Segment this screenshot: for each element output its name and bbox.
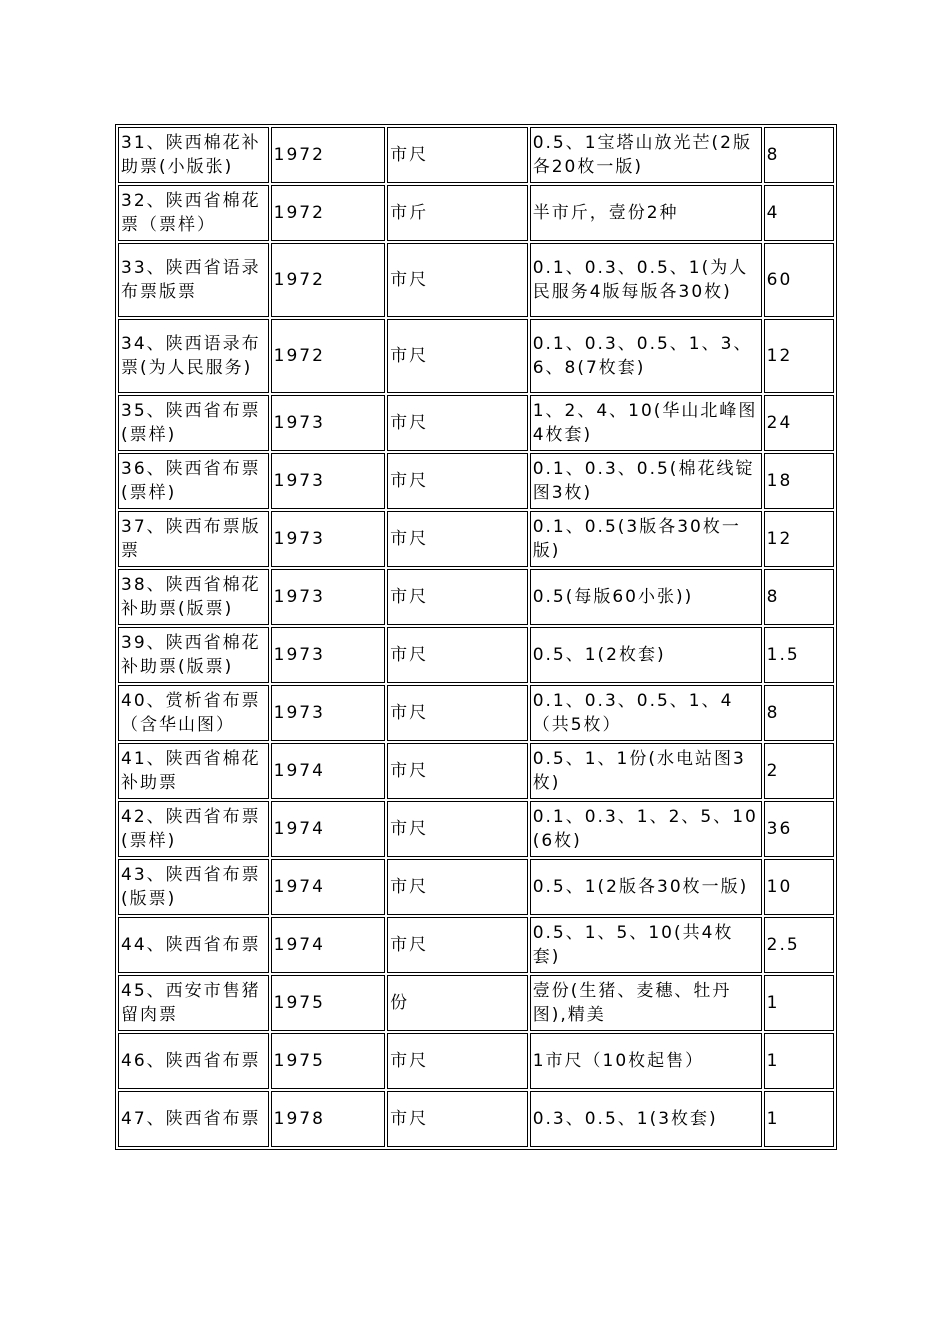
price-cell: 1 bbox=[764, 1033, 834, 1089]
unit-cell: 市尺 bbox=[387, 569, 528, 625]
description-cell: 0.3、0.5、1(3枚套) bbox=[530, 1091, 762, 1147]
description-cell: 0.5、1、1份(水电站图3枚) bbox=[530, 743, 762, 799]
price-cell: 1 bbox=[764, 975, 834, 1031]
unit-cell: 市尺 bbox=[387, 627, 528, 683]
unit-cell: 市尺 bbox=[387, 395, 528, 451]
ticket-name-cell: 42、陕西省布票(票样) bbox=[118, 801, 269, 857]
year-cell: 1973 bbox=[271, 685, 385, 741]
price-cell: 12 bbox=[764, 319, 834, 393]
price-cell: 12 bbox=[764, 511, 834, 567]
unit-cell: 市尺 bbox=[387, 801, 528, 857]
year-cell: 1978 bbox=[271, 1091, 385, 1147]
description-cell: 半市斤，壹份2种 bbox=[530, 185, 762, 241]
ticket-name-cell: 33、陕西省语录布票版票 bbox=[118, 243, 269, 317]
table-row bbox=[118, 319, 834, 393]
price-cell: 8 bbox=[764, 127, 834, 183]
description-cell: 0.1、0.3、0.5、1、3、6、8(7枚套) bbox=[530, 319, 762, 393]
price-cell: 8 bbox=[764, 685, 834, 741]
year-cell: 1974 bbox=[271, 859, 385, 915]
table-row bbox=[118, 185, 834, 241]
description-cell: 0.5、1宝塔山放光芒(2版各20枚一版) bbox=[530, 127, 762, 183]
ticket-name-cell: 43、陕西省布票(版票) bbox=[118, 859, 269, 915]
ticket-name-cell: 40、赏析省布票（含华山图） bbox=[118, 685, 269, 741]
year-cell: 1974 bbox=[271, 743, 385, 799]
unit-cell: 市尺 bbox=[387, 859, 528, 915]
table-row bbox=[118, 975, 834, 1031]
year-cell: 1972 bbox=[271, 243, 385, 317]
price-cell: 2 bbox=[764, 743, 834, 799]
description-cell: 0.5、1(2枚套) bbox=[530, 627, 762, 683]
year-cell: 1972 bbox=[271, 127, 385, 183]
ticket-name-cell: 37、陕西布票版票 bbox=[118, 511, 269, 567]
ticket-name-cell: 34、陕西语录布票(为人民服务) bbox=[118, 319, 269, 393]
ticket-name-cell: 38、陕西省棉花补助票(版票) bbox=[118, 569, 269, 625]
table-row bbox=[118, 1091, 834, 1147]
table-row bbox=[118, 511, 834, 567]
ticket-name-cell: 41、陕西省棉花补助票 bbox=[118, 743, 269, 799]
price-cell: 36 bbox=[764, 801, 834, 857]
price-cell: 4 bbox=[764, 185, 834, 241]
description-cell: 0.1、0.3、0.5(棉花线锭图3枚) bbox=[530, 453, 762, 509]
year-cell: 1975 bbox=[271, 975, 385, 1031]
description-cell: 0.1、0.3、0.5、1、4（共5枚） bbox=[530, 685, 762, 741]
year-cell: 1973 bbox=[271, 395, 385, 451]
price-cell: 1 bbox=[764, 1091, 834, 1147]
ticket-name-cell: 44、陕西省布票 bbox=[118, 917, 269, 973]
unit-cell: 市斤 bbox=[387, 185, 528, 241]
unit-cell: 市尺 bbox=[387, 319, 528, 393]
description-cell: 0.1、0.3、1、2、5、10(6枚) bbox=[530, 801, 762, 857]
price-cell: 24 bbox=[764, 395, 834, 451]
price-cell: 18 bbox=[764, 453, 834, 509]
unit-cell: 市尺 bbox=[387, 127, 528, 183]
price-cell: 8 bbox=[764, 569, 834, 625]
ticket-name-cell: 39、陕西省棉花补助票(版票) bbox=[118, 627, 269, 683]
year-cell: 1973 bbox=[271, 453, 385, 509]
unit-cell: 市尺 bbox=[387, 685, 528, 741]
ticket-name-cell: 47、陕西省布票 bbox=[118, 1091, 269, 1147]
table-row bbox=[118, 917, 834, 973]
price-cell: 2.5 bbox=[764, 917, 834, 973]
ticket-name-cell: 45、西安市售猪留肉票 bbox=[118, 975, 269, 1031]
ticket-name-cell: 46、陕西省布票 bbox=[118, 1033, 269, 1089]
unit-cell: 市尺 bbox=[387, 1033, 528, 1089]
year-cell: 1974 bbox=[271, 917, 385, 973]
ticket-name-cell: 31、陕西棉花补助票(小版张) bbox=[118, 127, 269, 183]
description-cell: 0.1、0.5(3版各30枚一版) bbox=[530, 511, 762, 567]
table-row bbox=[118, 243, 834, 317]
description-cell: 壹份(生猪、麦穗、牡丹图),精美 bbox=[530, 975, 762, 1031]
ticket-name-cell: 36、陕西省布票(票样) bbox=[118, 453, 269, 509]
year-cell: 1972 bbox=[271, 185, 385, 241]
description-cell: 0.5(每版60小张)) bbox=[530, 569, 762, 625]
year-cell: 1973 bbox=[271, 627, 385, 683]
unit-cell: 市尺 bbox=[387, 243, 528, 317]
table-row bbox=[118, 801, 834, 857]
year-cell: 1973 bbox=[271, 569, 385, 625]
description-cell: 1市尺（10枚起售） bbox=[530, 1033, 762, 1089]
unit-cell: 份 bbox=[387, 975, 528, 1031]
table-row bbox=[118, 627, 834, 683]
price-cell: 60 bbox=[764, 243, 834, 317]
ration-ticket-table bbox=[115, 124, 837, 1150]
year-cell: 1974 bbox=[271, 801, 385, 857]
table-row bbox=[118, 127, 834, 183]
unit-cell: 市尺 bbox=[387, 453, 528, 509]
table-row bbox=[118, 453, 834, 509]
ticket-name-cell: 35、陕西省布票(票样) bbox=[118, 395, 269, 451]
unit-cell: 市尺 bbox=[387, 743, 528, 799]
unit-cell: 市尺 bbox=[387, 917, 528, 973]
unit-cell: 市尺 bbox=[387, 511, 528, 567]
description-cell: 1、2、4、10(华山北峰图4枚套) bbox=[530, 395, 762, 451]
unit-cell: 市尺 bbox=[387, 1091, 528, 1147]
description-cell: 0.5、1(2版各30枚一版) bbox=[530, 859, 762, 915]
year-cell: 1972 bbox=[271, 319, 385, 393]
table-body bbox=[118, 127, 834, 1147]
description-cell: 0.1、0.3、0.5、1(为人民服务4版每版各30枚) bbox=[530, 243, 762, 317]
table-row bbox=[118, 1033, 834, 1089]
table-row bbox=[118, 685, 834, 741]
price-cell: 10 bbox=[764, 859, 834, 915]
table-row bbox=[118, 395, 834, 451]
description-cell: 0.5、1、5、10(共4枚套) bbox=[530, 917, 762, 973]
table-row bbox=[118, 743, 834, 799]
ticket-name-cell: 32、陕西省棉花票（票样） bbox=[118, 185, 269, 241]
table-row bbox=[118, 569, 834, 625]
table-row bbox=[118, 859, 834, 915]
year-cell: 1973 bbox=[271, 511, 385, 567]
price-cell: 1.5 bbox=[764, 627, 834, 683]
year-cell: 1975 bbox=[271, 1033, 385, 1089]
